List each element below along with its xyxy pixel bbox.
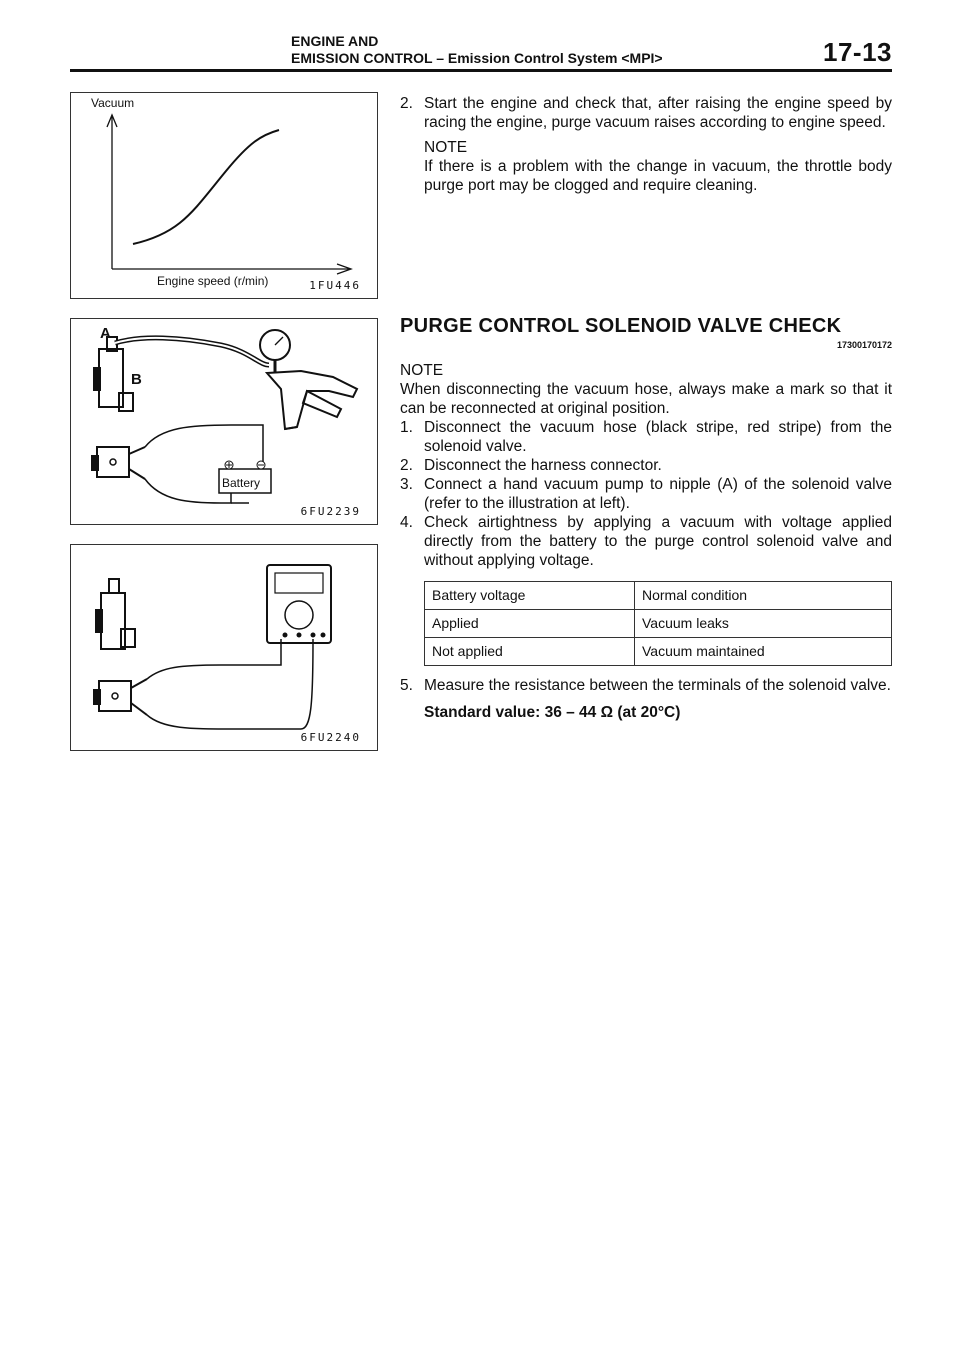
step-text: Disconnect the vacuum hose (black stripe, red stripe) from the solenoid valve. [424,419,892,455]
header-chapter: ENGINE AND [291,33,379,49]
step-2 [400,94,892,132]
page-number: 17-13 [823,37,892,67]
label-a: A [100,325,111,342]
table-cell: Vacuum leaks [635,610,892,638]
figure-vacuum-graph [70,92,378,299]
step-1 [400,418,892,456]
header-section-title: EMISSION CONTROL – Emission Control System <MPI> [291,50,663,66]
step-text: Disconnect the harness connector. [424,457,662,474]
step-number: 5. [400,677,413,694]
step-2-block [400,94,892,195]
figure-vacuum-pump [70,318,378,525]
figure-code: 6FU2240 [300,731,361,744]
table-row [425,610,892,638]
step-text: Measure the resistance between the terminals of the solenoid valve. [424,677,891,694]
table-cell: Applied [425,610,635,638]
section-purge-control [400,317,892,722]
ohmmeter-drawing [71,545,377,750]
step-number: 2. [400,457,413,474]
standard-value: Standard value: 36 – 44 Ω (at 20°C) [424,704,681,721]
condition-table [424,581,892,666]
header-rule [70,69,892,72]
figure-code: 6FU2239 [300,505,361,518]
step-number: 4. [400,514,413,531]
section-title: PURGE CONTROL SOLENOID VALVE CHECK [400,315,842,337]
table-header-row [425,582,892,610]
figure-code: 1FU446 [309,279,361,292]
step-3 [400,475,892,513]
step-4 [400,513,892,570]
table-cell: Not applied [425,638,635,666]
vacuum-pump-drawing [71,319,377,524]
vacuum-graph-drawing [71,93,377,298]
graph-y-label: Vacuum [91,96,135,110]
note-text: When disconnecting the vacuum hose, always make a mark so that it can be reconnected at original position. [400,381,892,417]
table-cell: Vacuum maintained [635,638,892,666]
step-number: 2. [400,95,413,112]
battery-label: Battery [222,476,261,490]
note-label: NOTE [400,362,444,379]
table-header-cell: Battery voltage [425,582,635,610]
step-text: Start the engine and check that, after raising the engine speed by racing the engine, purge vacuum raises according to engine speed. [424,95,892,131]
step-number: 1. [400,419,413,436]
section-code: 17300170172 [836,340,892,350]
step-text: Check airtightness by applying a vacuum with voltage applied directly from the battery to the purge control solenoid valve and without applying voltage. [424,514,892,569]
step-number: 3. [400,476,413,493]
table-header-cell: Normal condition [635,582,892,610]
note-text: If there is a problem with the change in vacuum, the throttle body purge port may be clogged and require cleaning. [424,158,892,194]
table-row [425,638,892,666]
label-b: B [131,371,142,388]
figure-ohmmeter [70,544,378,751]
step-text: Connect a hand vacuum pump to nipple (A) of the solenoid valve (refer to the illustration at left). [424,476,892,512]
note-label: NOTE [424,139,468,156]
step-2 [400,456,892,475]
graph-x-label: Engine speed (r/min) [157,274,269,288]
step-5 [400,676,892,695]
